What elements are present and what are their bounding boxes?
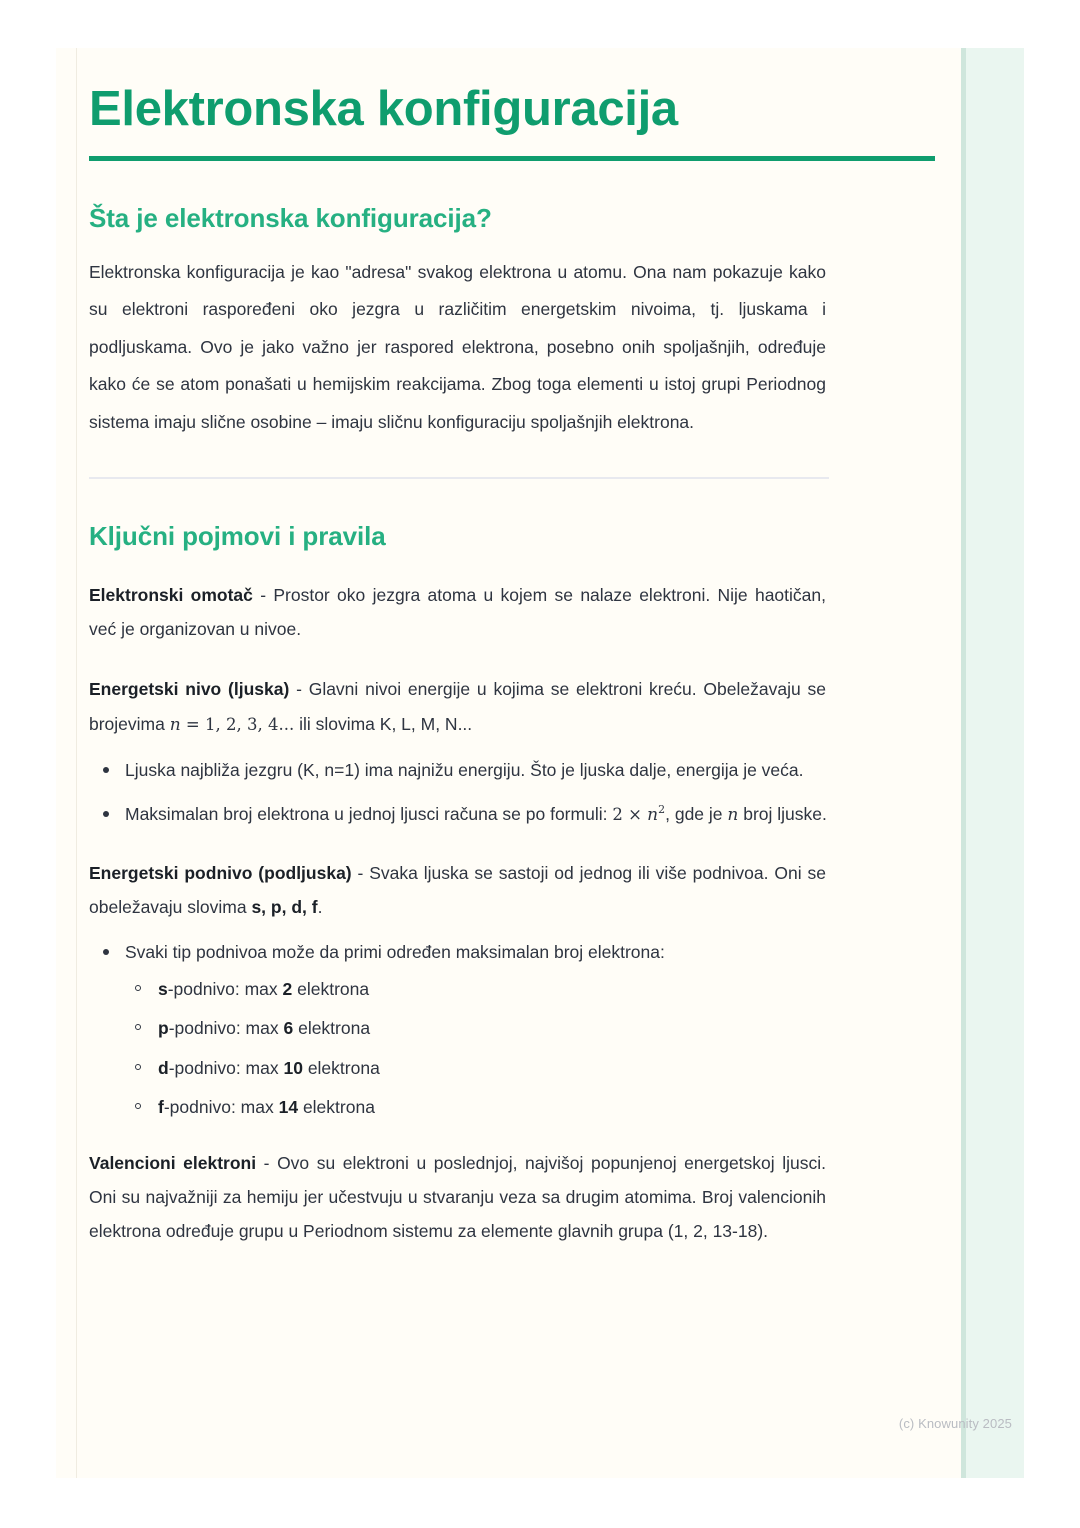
section-heading-key-concepts: Ključni pojmovi i pravila [89, 521, 386, 552]
list-item-text: Ljuska najbliža jezgru (K, n=1) ima najnižu energiju. Što je ljuska dalje, energija je veća. [125, 759, 804, 780]
bullet-circle-icon [135, 1064, 141, 1070]
list-item-suffix-a: , gde je [665, 803, 728, 824]
term-separator: - [252, 585, 274, 606]
sublevel-letter: p [158, 1018, 169, 1039]
list-item [89, 938, 849, 1120]
list-item [89, 800, 849, 830]
formula-variable-n: n [647, 804, 659, 825]
sublevel-letter: f [158, 1096, 164, 1117]
formula-coefficient: 2 × [612, 804, 648, 824]
sublevel-middle: -podnivo: max [167, 979, 283, 1000]
bullet-circle-icon [135, 1024, 141, 1030]
suffix-variable-n: n [727, 804, 739, 825]
bullet-dot-icon [103, 767, 109, 773]
term-label: Energetski nivo (ljuska) [89, 679, 290, 700]
right-edge-strip [966, 48, 1024, 1478]
list-item [125, 976, 849, 1002]
list-item-suffix-b: broj ljuske. [738, 803, 827, 824]
sublevel-letter: s [158, 979, 168, 1000]
list-item [89, 756, 849, 784]
section-paragraph-what-is: Elektronska konfiguracija je kao "adresa" svakog elektrona u atomu. Ona nam pokazuje kako su elektroni raspoređeni oko jezgra u različitim energetskim nivoima, tj. ljuskama i podljuskama. Ovo je jako važno jer raspored elektrona, posebno onih spoljašnjih, određuje kako će se atom ponašati u hemijskim reakcijama. Zbog toga elementi u istoj grupi Periodnog sistema imaju slične osobine – imaju sličnu konfiguraciju spoljašnjih elektrona. [89, 261, 826, 432]
formula-exponent: 2 [658, 803, 666, 817]
list-item [125, 1055, 849, 1081]
left-margin-rule [76, 48, 77, 1478]
sublevel-capacity-value: 10 [283, 1057, 303, 1078]
term-definition-part1: Svaka ljuska se sastoji od jednog ili više podnivoa. Oni se obeležavaju slovima [89, 862, 826, 917]
copyright-watermark: (c) Knowunity 2025 [898, 1416, 1012, 1431]
sublevel-middle: -podnivo: max [163, 1096, 279, 1117]
sublevel-middle: -podnivo: max [168, 1057, 284, 1078]
sublevel-capacity-value: 14 [278, 1096, 299, 1117]
term-separator: - [351, 862, 370, 883]
term-definition-part1: Glavni nivoi energije u kojima se elektroni kreću. Obeležavaju se brojevima [89, 679, 826, 734]
list-item [125, 1094, 849, 1120]
term-label: Valencioni elektroni [89, 1153, 257, 1174]
page-title: Elektronska konfiguracija [89, 82, 678, 136]
term-electron-shell [89, 552, 826, 646]
term-separator: - [289, 679, 309, 700]
document-page [56, 48, 1024, 1478]
sublevel-letters: s, p, d, f [251, 896, 318, 917]
term-valence-electrons [89, 1120, 826, 1248]
term-label: Elektronski omotač [89, 585, 253, 606]
sublevel-bullet-list [89, 924, 849, 1120]
math-variable-n: n [169, 714, 181, 735]
bullet-circle-icon [135, 1103, 141, 1109]
sublevel-tail: elektrona [298, 1096, 375, 1117]
term-definition: Ovo su elektroni u poslednjoj, najvišoj popunjenoj energetskoj ljusci. Oni su najvažniji za hemiju jer učestvuju u stvaranju veza sa drugim atomima. Broj valencionih elektrona određuje grupu u Periodnom sistemu za elemente glavnih grupa (1, 2, 13-18). [89, 1153, 826, 1242]
math-values-list: = 1, 2, 3, 4... [180, 714, 295, 734]
sublevel-letter: d [158, 1057, 169, 1078]
sublevel-capacity-value: 2 [282, 979, 293, 1000]
section-heading-what-is: Šta je elektronska konfiguracija? [89, 202, 492, 233]
sublevel-capacity-value: 6 [283, 1018, 294, 1039]
bullet-circle-icon [135, 985, 141, 991]
sublevel-capacity-list [125, 966, 849, 1120]
term-definition-part2: ili slovima K, L, M, N... [294, 713, 473, 734]
sublevel-tail: elektrona [292, 979, 370, 1000]
term-label: Energetski podnivo (podljuska) [89, 862, 352, 883]
bullet-dot-icon [103, 811, 109, 817]
term-energy-level [89, 646, 826, 741]
sublevel-tail: elektrona [293, 1018, 371, 1039]
list-item-text: Svaki tip podnivoa može da primi određen maksimalan broj elektrona: [125, 941, 665, 962]
term-separator: - [256, 1153, 278, 1174]
term-definition: Prostor oko jezgra atoma u kojem se nalaze elektroni. Nije haotičan, već je organizovan u nivoe. [89, 585, 826, 640]
term-definition-part2: . [317, 896, 323, 917]
list-item [125, 1015, 849, 1041]
document-content [89, 48, 969, 1478]
term-sublevel [89, 830, 826, 924]
sublevel-tail: elektrona [302, 1057, 380, 1078]
sublevel-middle: -podnivo: max [168, 1018, 284, 1039]
bullet-dot-icon [103, 949, 109, 955]
list-item-prefix: Maksimalan broj elektrona u jednoj ljusci računa se po formuli: [125, 803, 613, 824]
energy-level-bullet-list [89, 742, 849, 830]
